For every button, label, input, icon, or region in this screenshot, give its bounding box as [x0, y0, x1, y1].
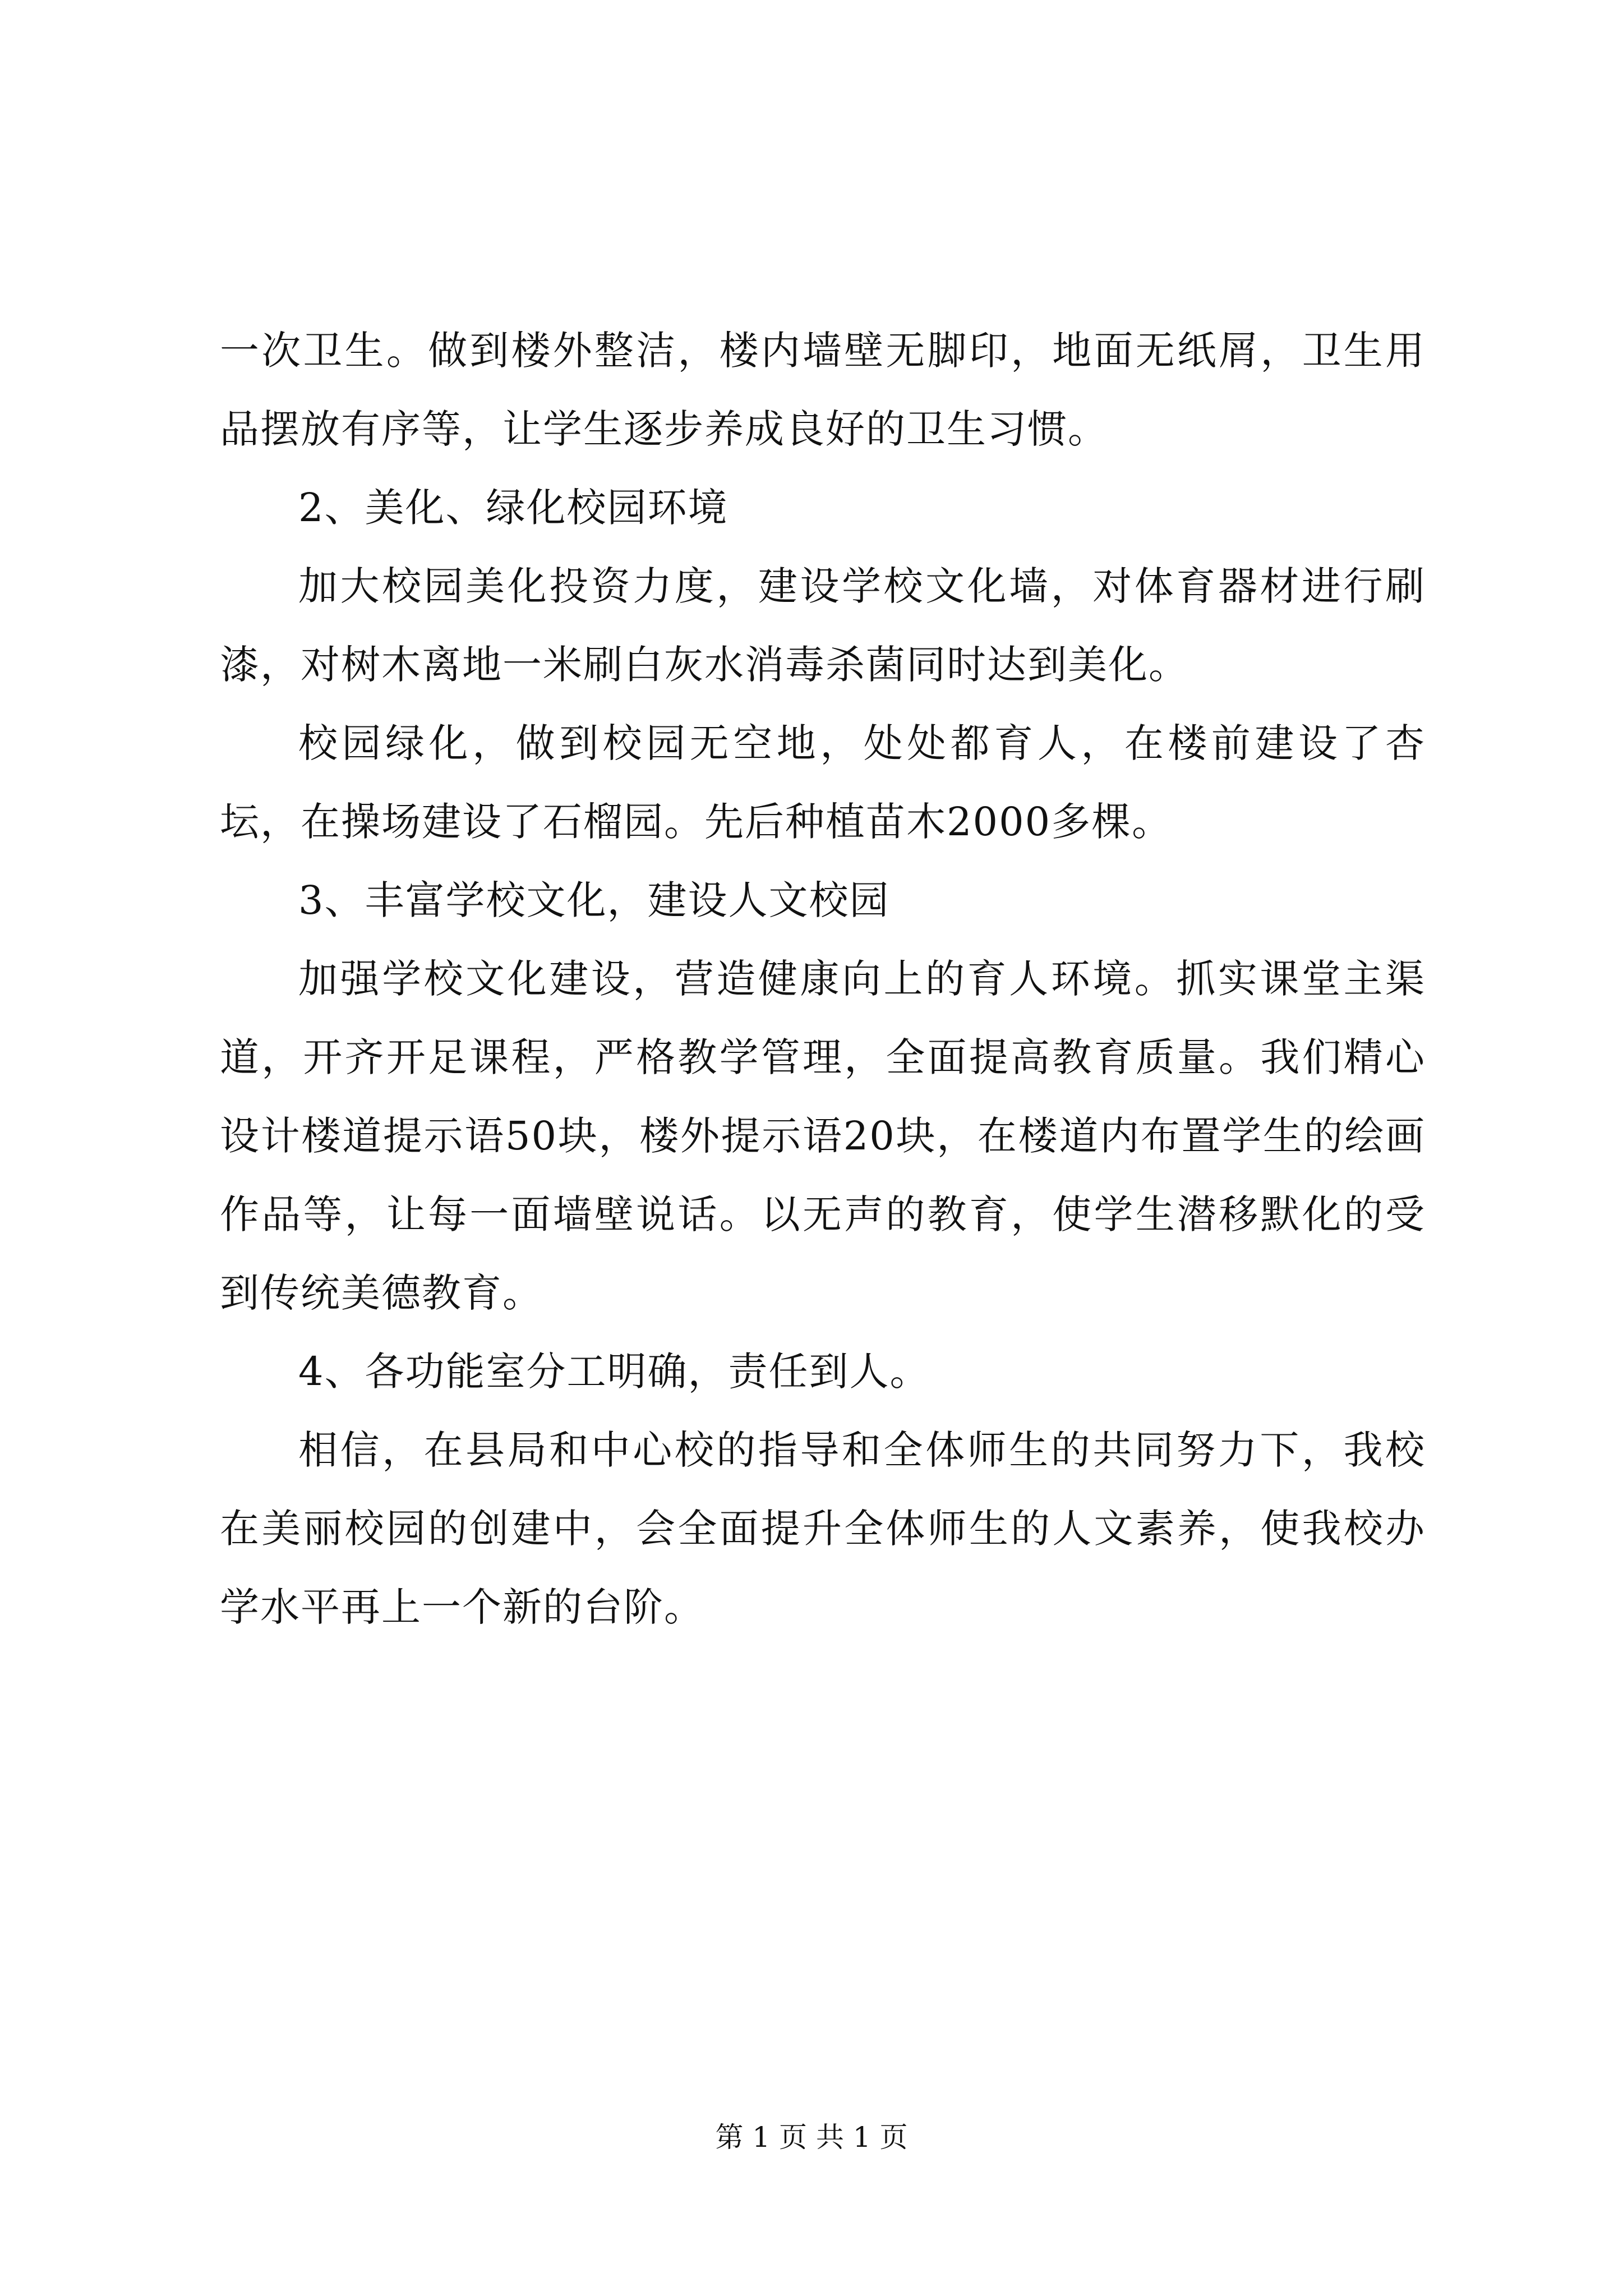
paragraph-conclusion: 相信，在县局和中心校的指导和全体师生的共同努力下，我校在美丽校园的创建中，会全面提升全体师生的人文素养，使我校办学水平再上一个新的台阶。	[220, 1427, 1426, 1630]
paragraph-continuation: 一次卫生。做到楼外整洁，楼内墙壁无脚印，地面无纸屑，卫生用品摆放有序等，让学生逐步养成良好的卫生习惯。	[220, 328, 1426, 452]
paragraph-beautify-investment: 加大校园美化投资力度，建设学校文化墙，对体育器材进行刷漆，对树木离地一米刷白灰水消毒杀菌同时达到美化。	[220, 563, 1426, 688]
page-number-footer: 第 1 页 共 1 页	[715, 2121, 908, 2154]
paragraph-culture-building: 加强学校文化建设，营造健康向上的育人环境。抓实课堂主渠道，开齐开足课程，严格教学管理，全面提高教育质量。我们精心设计楼道提示语50块，楼外提示语20块，在楼道内布置学生的绘画作品等，让每一面墙壁说话。以无声的教育，使学生潜移默化的受到传统美德教育。	[220, 956, 1426, 1316]
section-heading-function-rooms: 4、各功能室分工明确，责任到人。	[298, 1349, 930, 1395]
section-heading-school-culture: 3、丰富学校文化，建设人文校园	[298, 877, 890, 923]
section-heading-beautify-green: 2、美化、绿化校园环境	[298, 485, 728, 531]
paragraph-greening: 校园绿化，做到校园无空地，处处都育人，在楼前建设了杏坛，在操场建设了石榴园。先后种植苗木2000多棵。	[220, 720, 1426, 845]
document-body	[220, 311, 1426, 1646]
